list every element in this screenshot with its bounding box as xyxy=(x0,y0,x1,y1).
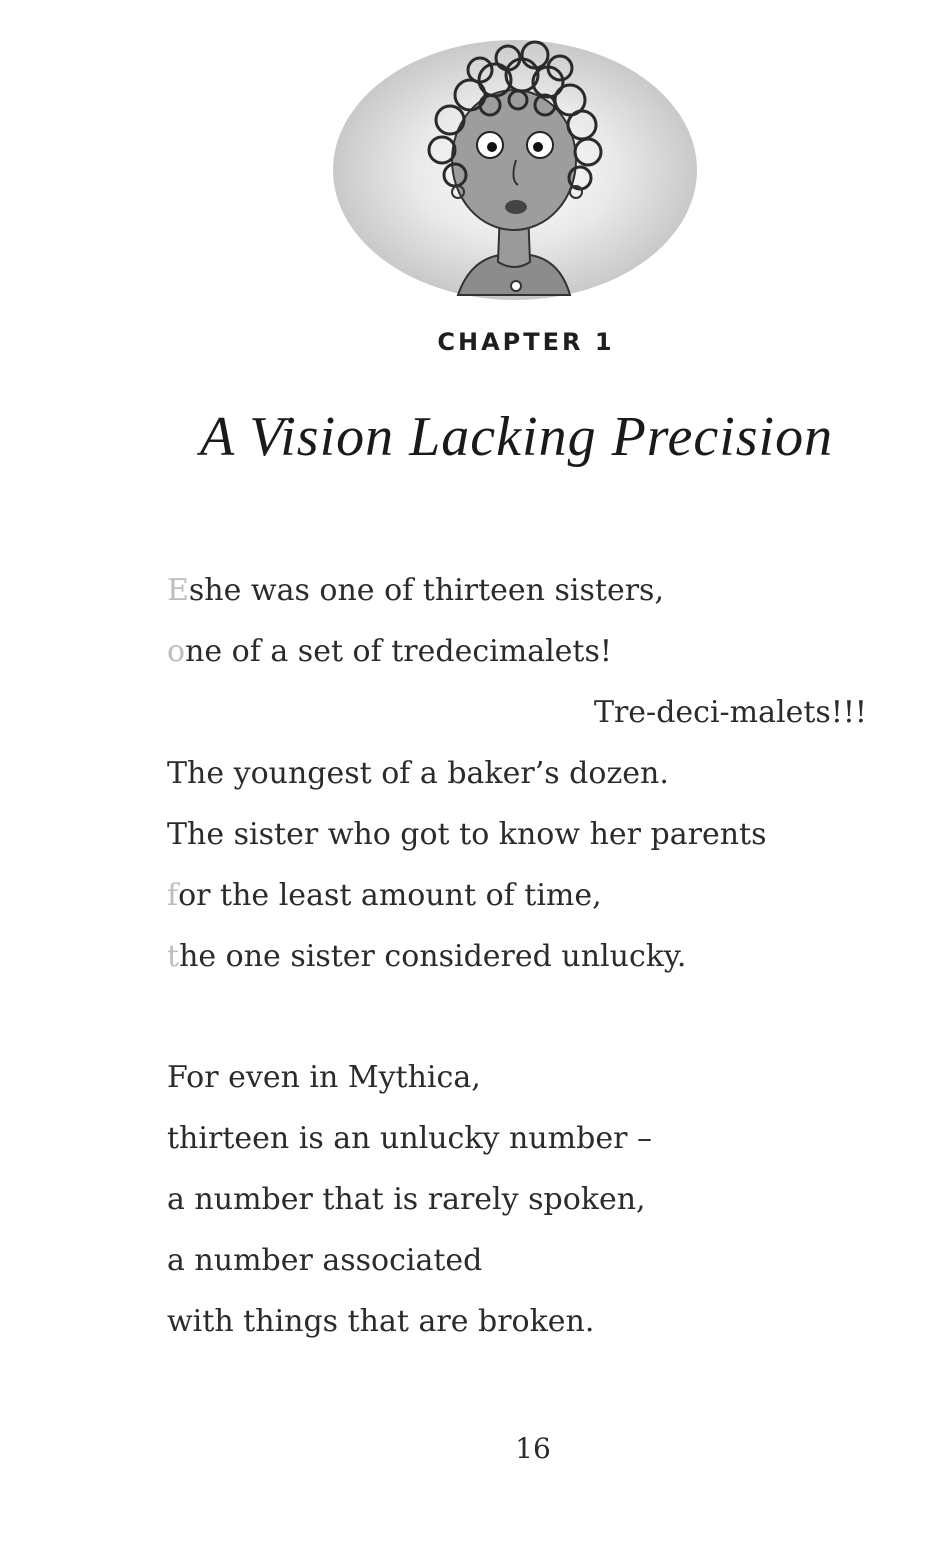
poem-line: a number that is rarely spoken, xyxy=(167,1182,646,1217)
poem-line xyxy=(167,621,887,682)
faded-initial: E xyxy=(167,573,189,608)
poem-line-text: ne of a set of tredecimalets! xyxy=(185,634,612,669)
poem-line xyxy=(167,926,887,987)
poem-line: For even in Mythica, xyxy=(167,1060,481,1095)
poem-line-text: The youngest of a baker’s dozen. xyxy=(167,756,669,791)
poem-line-text: she was one of thirteen sisters, xyxy=(188,573,664,608)
poem-line: thirteen is an unlucky number – xyxy=(167,1121,652,1156)
poem xyxy=(167,560,887,1352)
poem-line-text: The sister who got to know her parents xyxy=(167,817,767,852)
poem-line-text: he one sister considered unlucky. xyxy=(179,939,687,974)
chapter-title: A Vision Lacking Precision xyxy=(200,406,834,468)
poem-line xyxy=(167,804,887,865)
faded-initial: f xyxy=(167,878,179,913)
poem-line xyxy=(167,743,887,804)
poem-line-text: or the least amount of time, xyxy=(178,878,602,913)
poem-line: a number associated xyxy=(167,1243,483,1278)
poem-line xyxy=(167,560,887,621)
poem-line-text: Tre-deci-malets!!! xyxy=(593,695,867,730)
poem-line xyxy=(167,865,887,926)
poem-line: with things that are broken. xyxy=(167,1304,595,1339)
faded-initial: o xyxy=(167,634,186,669)
poem-line xyxy=(167,682,887,743)
chapter-label: CHAPTER 1 xyxy=(437,328,615,356)
page-number: 16 xyxy=(515,1432,551,1465)
stanza-break xyxy=(167,987,887,1047)
faded-initial: t xyxy=(167,939,180,974)
portrait-illustration xyxy=(330,10,700,305)
